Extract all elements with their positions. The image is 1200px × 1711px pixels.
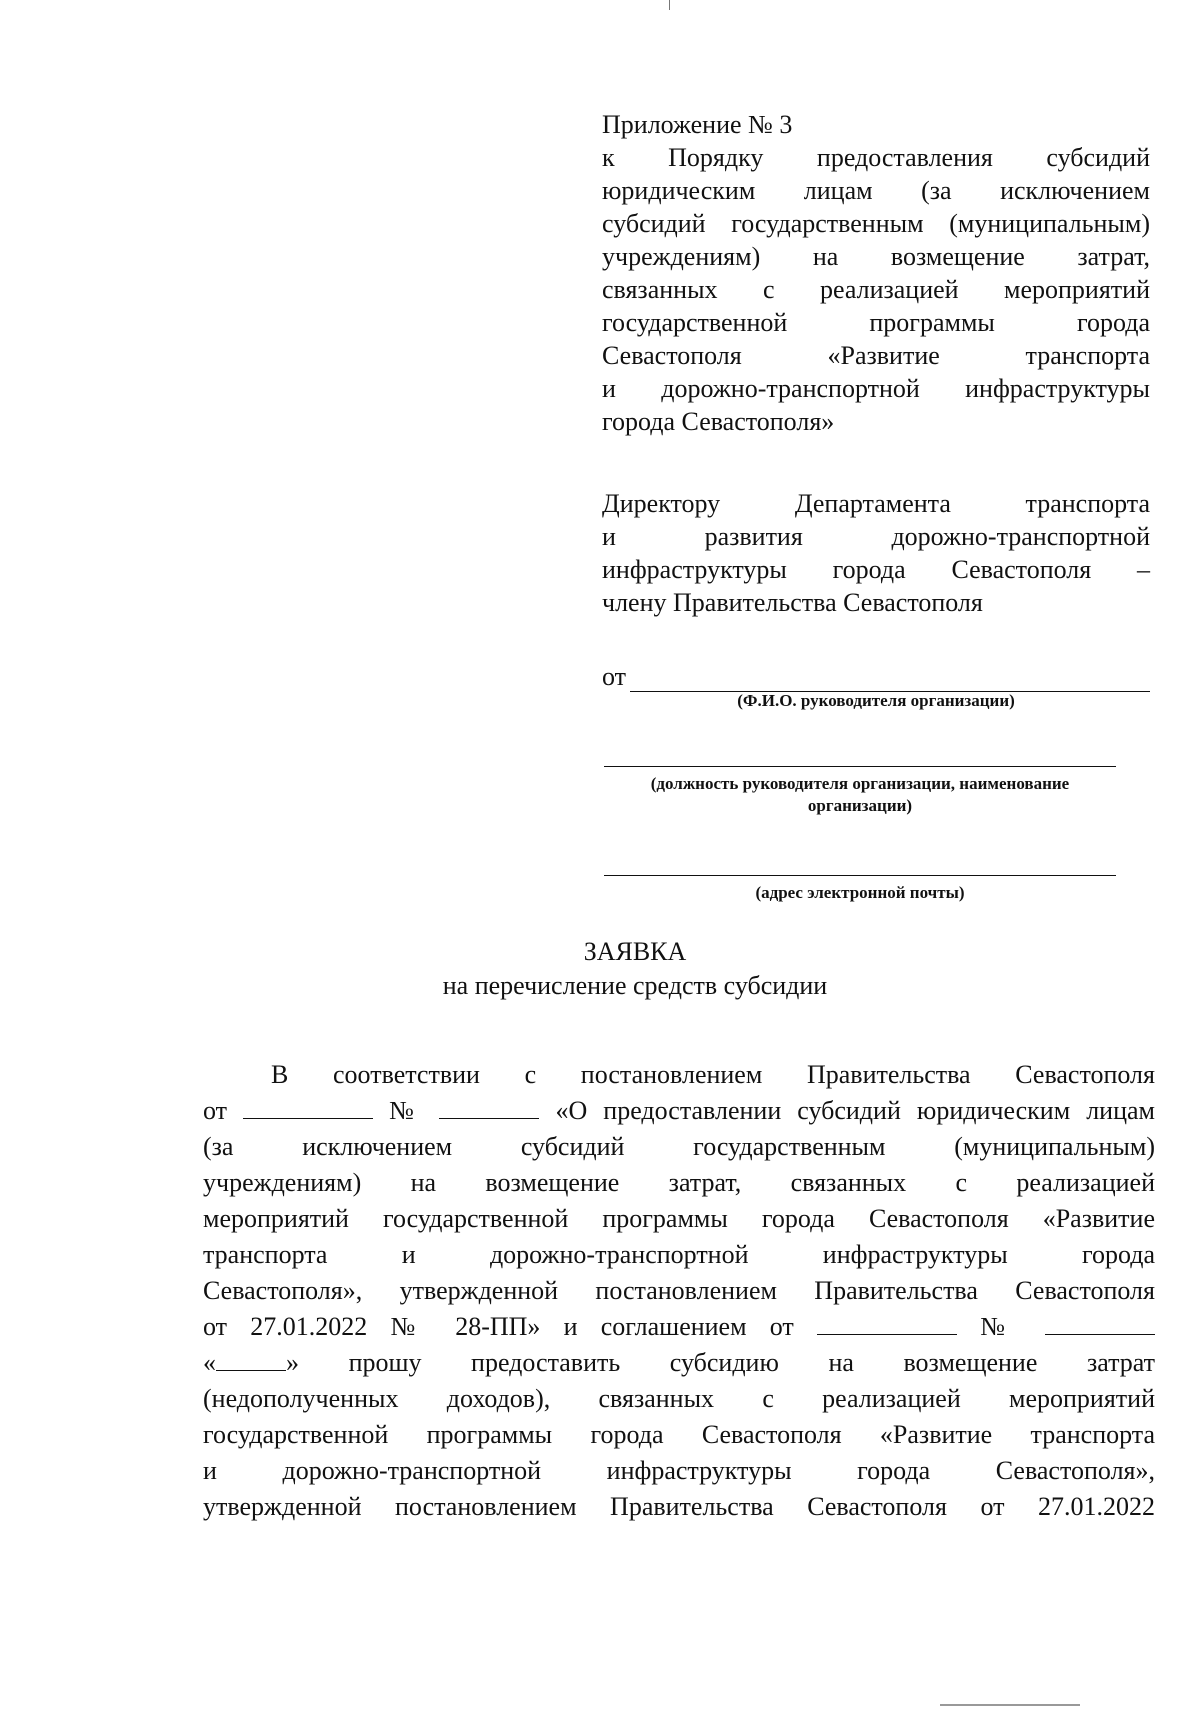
date-blank[interactable] <box>243 1096 373 1119</box>
body-line: В соответствии с постановлением Правительства Севастополя <box>271 1060 1155 1089</box>
annex-line: города Севастополя» <box>602 407 835 436</box>
document-heading <box>0 935 1200 1003</box>
from-label: от <box>602 662 627 691</box>
body-line: мероприятий государственной программы города Севастополя «Развитие <box>203 1204 1155 1233</box>
annex-line: учреждениям) на возмещение затрат, <box>602 242 1150 271</box>
body-text-fragment: « <box>203 1348 216 1377</box>
addressee-block <box>602 487 1150 619</box>
addressee-line: члену Правительства Севастополя <box>602 588 983 617</box>
body-line: учреждениям) на возмещение затрат, связанных с реализацией <box>203 1168 1155 1197</box>
annex-header <box>602 108 1150 438</box>
annex-line: субсидий государственным (муниципальным) <box>602 209 1150 238</box>
body-line: утвержденной постановлением Правительства Севастополя от 27.01.2022 <box>203 1492 1155 1521</box>
heading-title: ЗАЯВКА <box>583 937 687 966</box>
annex-line: связанных с реализацией мероприятий <box>602 275 1150 304</box>
position-line[interactable] <box>604 766 1116 767</box>
body-text-fragment: » прошу предоставить субсидию на возмещение затрат <box>286 1348 1155 1377</box>
addressee-line: инфраструктуры города Севастополя – <box>602 555 1150 584</box>
body-line: (недополученных доходов), связанных с реализацией мероприятий <box>203 1384 1155 1413</box>
caption-position: (должность руководителя организации, наименование организации) <box>650 774 1070 815</box>
body-line: и дорожно-транспортной инфраструктуры города Севастополя», <box>203 1456 1155 1485</box>
body-text-fragment: № <box>389 1096 424 1125</box>
body-line: транспорта и дорожно-транспортной инфраструктуры города <box>203 1240 1155 1269</box>
body-line <box>203 1309 1155 1345</box>
annex-title: Приложение № 3 <box>602 110 793 139</box>
annex-line: юридическим лицам (за исключением <box>602 176 1150 205</box>
caption-name: (Ф.И.О. руководителя организации) <box>737 691 1015 710</box>
caption-email: (адрес электронной почты) <box>755 883 965 902</box>
addressee-line: Директору Департамента транспорта <box>602 489 1150 518</box>
scan-artifact <box>669 0 670 10</box>
addressee-line: и развития дорожно-транспортной <box>602 522 1150 551</box>
annex-line: и дорожно-транспортной инфраструктуры <box>602 374 1150 403</box>
from-field <box>602 662 1150 692</box>
body-text-fragment: от <box>203 1096 228 1125</box>
body-text-fragment: от 27.01.2022 № 28-ПП» и соглашением от <box>203 1312 794 1341</box>
annex-line: Севастополя «Развитие транспорта <box>602 341 1150 370</box>
agreement-day-blank[interactable] <box>216 1348 286 1371</box>
body-text-fragment: № <box>980 1312 1022 1341</box>
agreement-number-blank[interactable] <box>1045 1312 1155 1335</box>
agreement-date-blank[interactable] <box>817 1312 957 1335</box>
number-blank[interactable] <box>439 1096 539 1119</box>
body-line: (за исключением субсидий государственным (муниципальным) <box>203 1132 1155 1161</box>
scan-artifact <box>940 1704 1080 1706</box>
body-text-fragment: «О предоставлении субсидий юридическим лицам <box>555 1096 1156 1125</box>
body-line: Севастополя», утвержденной постановлением Правительства Севастополя <box>203 1276 1155 1305</box>
body-paragraph <box>203 1057 1155 1525</box>
annex-line: государственной программы города <box>602 308 1150 337</box>
body-line <box>203 1093 1155 1129</box>
email-line[interactable] <box>604 875 1116 876</box>
from-name-line[interactable] <box>630 665 1150 692</box>
body-line: государственной программы города Севастополя «Развитие транспорта <box>203 1420 1155 1449</box>
body-line <box>203 1345 1155 1381</box>
heading-subtitle: на перечисление средств субсидии <box>442 971 828 1000</box>
annex-line: к Порядку предоставления субсидий <box>602 143 1150 172</box>
